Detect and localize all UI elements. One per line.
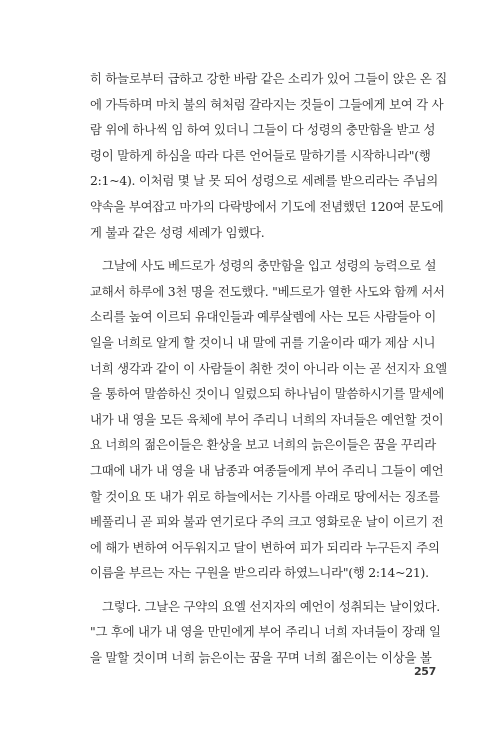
text-line: 교해서 하루에 3천 명을 전도했다. "베드로가 열한 사도와 함께 서서 — [90, 283, 445, 299]
paragraph-1 — [90, 66, 447, 245]
text-line: 을 말할 것이며 너희 늙은이는 꿈을 꾸며 너희 젊은이는 이상을 볼 — [90, 650, 432, 666]
text-line: 히 하늘로부터 급하고 강한 바람 같은 소리가 있어 그들이 앉은 온 집 — [90, 71, 447, 86]
paragraph-spacer — [90, 245, 410, 253]
text-line: 게 불과 같은 성령 세례가 임했다. — [90, 224, 265, 240]
text-line: 베풀리니 곧 피와 불과 연기로다 주의 크고 영화로운 날이 이르기 전 — [90, 514, 444, 530]
text-line: "그 후에 내가 내 영을 만민에게 부어 주리니 너희 자녀들이 장래 일 — [90, 624, 441, 640]
body-text — [90, 66, 447, 671]
text-line: 령이 말하게 하심을 따라 다른 언어들로 말하기를 시작하니라"(행 — [90, 147, 431, 163]
text-line: 에 가득하며 마치 불의 혀처럼 갈라지는 것들이 그들에게 보여 각 사 — [90, 96, 444, 112]
text-line: 약속을 부여잡고 마가의 다락방에서 기도에 전념했던 120여 문도에 — [90, 198, 444, 214]
text-line: 할 것이요 또 내가 위로 하늘에서는 기사를 아래로 땅에서는 징조를 — [90, 488, 440, 504]
paragraph-2 — [90, 253, 447, 586]
text-line: 그날에 사도 베드로가 성령의 충만함을 입고 성령의 능력으로 설 — [102, 258, 437, 274]
paragraph-3 — [90, 594, 441, 671]
page-number: 257 — [413, 665, 436, 678]
text-line: 을 통하여 말씀하신 것이니 일렀으되 하나님이 말씀하시기를 말세에 — [90, 386, 444, 402]
text-line: 소리를 높여 이르되 유대인들과 예루살렘에 사는 모든 사람들아 이 — [90, 309, 436, 325]
text-line: 그렇다. 그날은 구약의 요엘 선지자의 예언이 성취되는 날이었다. — [102, 598, 440, 614]
text-line: 요 너희의 젊은이들은 환상을 보고 너희의 늙은이들은 꿈을 꾸리라 — [90, 437, 436, 453]
text-line: 너희 생각과 같이 이 사람들이 취한 것이 아니라 이는 곧 선지자 요엘 — [90, 360, 447, 376]
text-line: 이름을 부르는 자는 구원을 받으리라 하였느니라"(행 2:14~21). — [90, 565, 429, 581]
text-line: 일을 너희로 알게 할 것이니 내 말에 귀를 기울이라 때가 제삼 시니 — [90, 334, 436, 350]
text-line: 2:1~4). 이처럼 몇 날 못 되어 성령으로 세례를 받으리라는 주님의 — [90, 173, 438, 189]
text-line: 내가 내 영을 모든 육체에 부어 주리니 너희의 자녀들은 예언할 것이 — [90, 411, 444, 427]
text-line: 그때에 내가 내 영을 내 남종과 여종들에게 부어 주리니 그들이 예언 — [90, 462, 444, 478]
text-line: 람 위에 하나씩 임 하여 있더니 그들이 다 성령의 충만함을 받고 성 — [90, 122, 436, 138]
paragraph-spacer — [90, 586, 410, 594]
text-line: 에 해가 변하여 어두워지고 달이 변하여 피가 되리라 누구든지 주의 — [90, 539, 440, 555]
